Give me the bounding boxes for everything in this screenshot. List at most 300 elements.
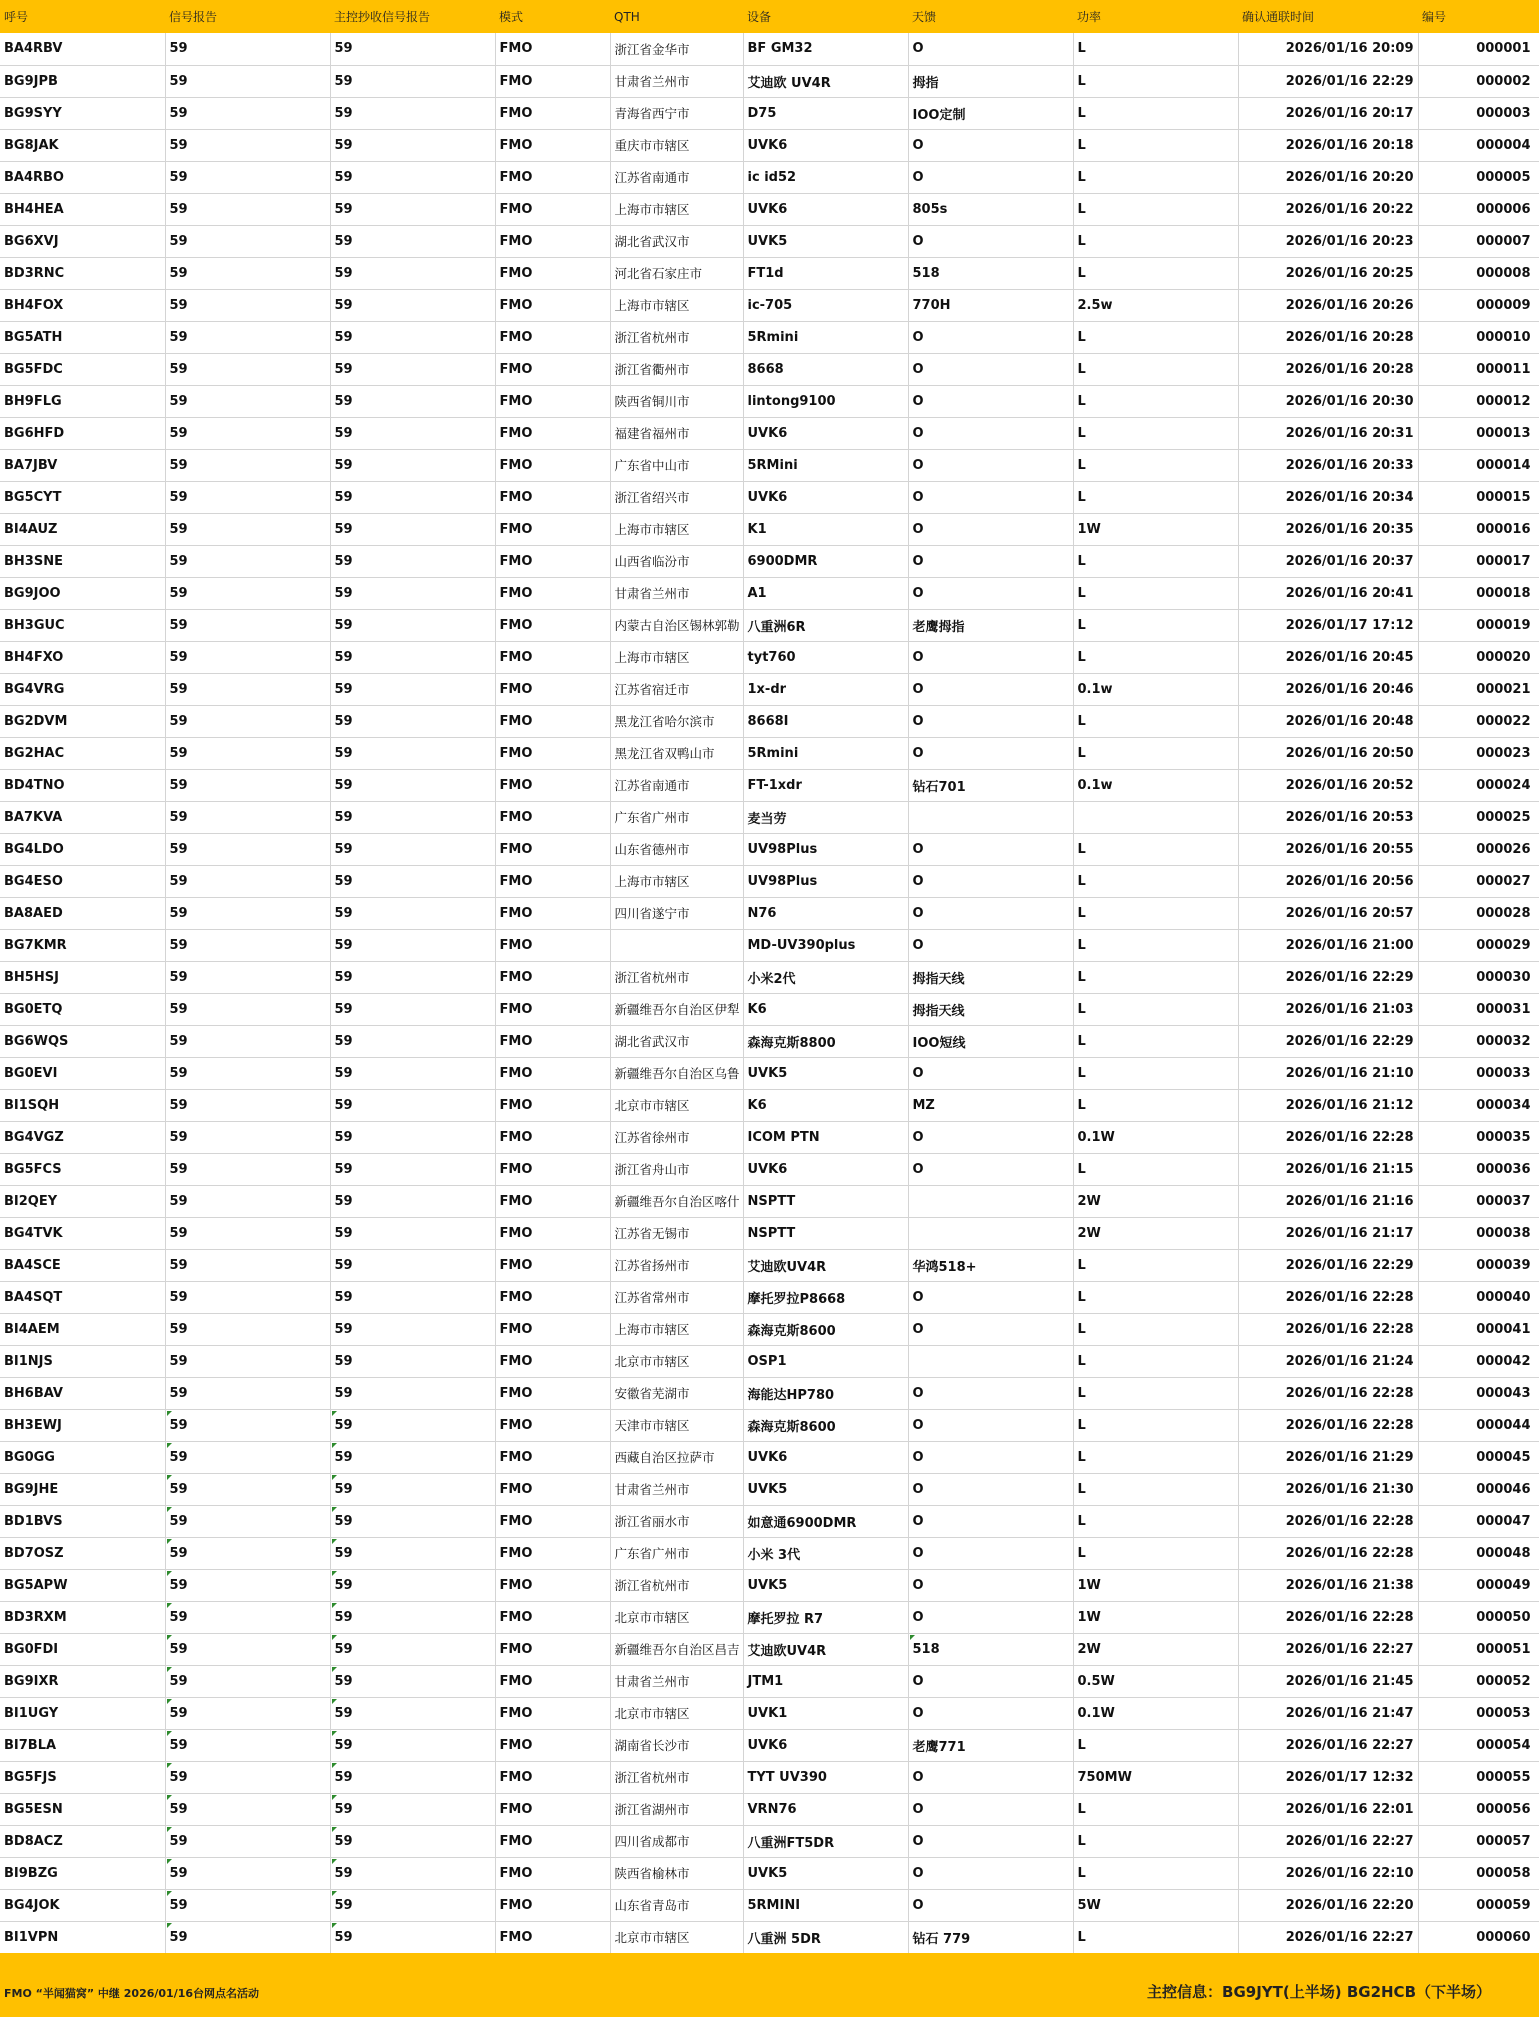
cell-equipment[interactable]: NSPTT	[743, 1185, 908, 1217]
cell-qth[interactable]: 浙江省舟山市	[610, 1153, 743, 1185]
cell-number[interactable]: 000059	[1418, 1889, 1539, 1921]
cell-number[interactable]: 000015	[1418, 481, 1539, 513]
cell-antenna[interactable]: O	[908, 33, 1073, 65]
cell-mode[interactable]: FMO	[495, 1185, 610, 1217]
cell-callsign[interactable]: BG5APW	[0, 1569, 165, 1601]
cell-callsign[interactable]: BG5ESN	[0, 1793, 165, 1825]
cell-control-report[interactable]: 59	[330, 705, 495, 737]
cell-antenna[interactable]: O	[908, 929, 1073, 961]
cell-mode[interactable]: FMO	[495, 1537, 610, 1569]
cell-antenna[interactable]: O	[908, 1761, 1073, 1793]
cell-confirm-time[interactable]: 2026/01/16 20:28	[1238, 321, 1418, 353]
cell-signal-report[interactable]: 59	[165, 1697, 330, 1729]
cell-number[interactable]: 000018	[1418, 577, 1539, 609]
cell-signal-report[interactable]: 59	[165, 609, 330, 641]
cell-qth[interactable]: 江苏省宿迁市	[610, 673, 743, 705]
cell-qth[interactable]: 上海市市辖区	[610, 1313, 743, 1345]
cell-control-report[interactable]: 59	[330, 129, 495, 161]
cell-qth[interactable]: 新疆维吾尔自治区昌吉	[610, 1633, 743, 1665]
cell-confirm-time[interactable]: 2026/01/16 22:28	[1238, 1537, 1418, 1569]
cell-antenna[interactable]: O	[908, 321, 1073, 353]
cell-power[interactable]: 0.5W	[1073, 1665, 1238, 1697]
cell-control-report[interactable]: 59	[330, 1665, 495, 1697]
cell-qth[interactable]	[610, 929, 743, 961]
cell-qth[interactable]: 黑龙江省双鸭山市	[610, 737, 743, 769]
cell-equipment[interactable]: MD-UV390plus	[743, 929, 908, 961]
cell-number[interactable]: 000050	[1418, 1601, 1539, 1633]
cell-confirm-time[interactable]: 2026/01/16 22:27	[1238, 1825, 1418, 1857]
cell-number[interactable]: 000053	[1418, 1697, 1539, 1729]
cell-control-report[interactable]: 59	[330, 225, 495, 257]
cell-number[interactable]: 000021	[1418, 673, 1539, 705]
cell-qth[interactable]: 上海市市辖区	[610, 289, 743, 321]
cell-number[interactable]: 000019	[1418, 609, 1539, 641]
cell-callsign[interactable]: BI4AUZ	[0, 513, 165, 545]
cell-callsign[interactable]: BG9SYY	[0, 97, 165, 129]
cell-equipment[interactable]: K1	[743, 513, 908, 545]
cell-antenna[interactable]: 老鹰拇指	[908, 609, 1073, 641]
cell-power[interactable]: L	[1073, 929, 1238, 961]
cell-antenna[interactable]: O	[908, 1857, 1073, 1889]
cell-antenna[interactable]: O	[908, 1281, 1073, 1313]
cell-power[interactable]: L	[1073, 577, 1238, 609]
cell-mode[interactable]: FMO	[495, 449, 610, 481]
cell-equipment[interactable]: A1	[743, 577, 908, 609]
cell-signal-report[interactable]: 59	[165, 1761, 330, 1793]
cell-confirm-time[interactable]: 2026/01/16 21:38	[1238, 1569, 1418, 1601]
cell-callsign[interactable]: BH4HEA	[0, 193, 165, 225]
cell-mode[interactable]: FMO	[495, 897, 610, 929]
cell-equipment[interactable]: UVK5	[743, 1569, 908, 1601]
cell-mode[interactable]: FMO	[495, 129, 610, 161]
cell-mode[interactable]: FMO	[495, 1377, 610, 1409]
cell-signal-report[interactable]: 59	[165, 513, 330, 545]
cell-mode[interactable]: FMO	[495, 1729, 610, 1761]
cell-mode[interactable]: FMO	[495, 257, 610, 289]
cell-control-report[interactable]: 59	[330, 1473, 495, 1505]
cell-antenna[interactable]: O	[908, 449, 1073, 481]
cell-qth[interactable]: 北京市市辖区	[610, 1697, 743, 1729]
cell-mode[interactable]: FMO	[495, 1665, 610, 1697]
cell-control-report[interactable]: 59	[330, 1505, 495, 1537]
cell-callsign[interactable]: BI2QEY	[0, 1185, 165, 1217]
cell-number[interactable]: 000040	[1418, 1281, 1539, 1313]
cell-callsign[interactable]: BG2HAC	[0, 737, 165, 769]
cell-callsign[interactable]: BG9JPB	[0, 65, 165, 97]
cell-power[interactable]: 0.1W	[1073, 1697, 1238, 1729]
cell-confirm-time[interactable]: 2026/01/16 21:16	[1238, 1185, 1418, 1217]
cell-callsign[interactable]: BG5FCS	[0, 1153, 165, 1185]
cell-control-report[interactable]: 59	[330, 897, 495, 929]
cell-callsign[interactable]: BG9JOO	[0, 577, 165, 609]
cell-mode[interactable]: FMO	[495, 737, 610, 769]
cell-mode[interactable]: FMO	[495, 321, 610, 353]
cell-signal-report[interactable]: 59	[165, 1441, 330, 1473]
cell-confirm-time[interactable]: 2026/01/16 22:01	[1238, 1793, 1418, 1825]
cell-number[interactable]: 000032	[1418, 1025, 1539, 1057]
cell-control-report[interactable]: 59	[330, 1185, 495, 1217]
cell-confirm-time[interactable]: 2026/01/16 22:28	[1238, 1121, 1418, 1153]
cell-callsign[interactable]: BI4AEM	[0, 1313, 165, 1345]
cell-mode[interactable]: FMO	[495, 289, 610, 321]
cell-equipment[interactable]: 海能达HP780	[743, 1377, 908, 1409]
cell-control-report[interactable]: 59	[330, 1761, 495, 1793]
cell-power[interactable]: L	[1073, 225, 1238, 257]
cell-number[interactable]: 000046	[1418, 1473, 1539, 1505]
cell-power[interactable]: L	[1073, 1537, 1238, 1569]
cell-antenna[interactable]: O	[908, 1569, 1073, 1601]
cell-mode[interactable]: FMO	[495, 1761, 610, 1793]
cell-equipment[interactable]: 森海克斯8600	[743, 1313, 908, 1345]
cell-mode[interactable]: FMO	[495, 1505, 610, 1537]
cell-antenna[interactable]: O	[908, 417, 1073, 449]
cell-qth[interactable]: 甘肃省兰州市	[610, 1665, 743, 1697]
cell-callsign[interactable]: BD8ACZ	[0, 1825, 165, 1857]
cell-equipment[interactable]: UVK6	[743, 417, 908, 449]
cell-mode[interactable]: FMO	[495, 1921, 610, 1953]
cell-mode[interactable]: FMO	[495, 97, 610, 129]
cell-antenna[interactable]: O	[908, 161, 1073, 193]
cell-qth[interactable]: 江苏省徐州市	[610, 1121, 743, 1153]
cell-callsign[interactable]: BD3RXM	[0, 1601, 165, 1633]
cell-antenna[interactable]: O	[908, 1377, 1073, 1409]
cell-qth[interactable]: 甘肃省兰州市	[610, 577, 743, 609]
cell-control-report[interactable]: 59	[330, 609, 495, 641]
cell-qth[interactable]: 江苏省扬州市	[610, 1249, 743, 1281]
cell-power[interactable]: 2W	[1073, 1185, 1238, 1217]
cell-control-report[interactable]: 59	[330, 481, 495, 513]
cell-power[interactable]: L	[1073, 1345, 1238, 1377]
cell-mode[interactable]: FMO	[495, 417, 610, 449]
cell-qth[interactable]: 甘肃省兰州市	[610, 1473, 743, 1505]
cell-control-report[interactable]: 59	[330, 1057, 495, 1089]
cell-antenna[interactable]: 770H	[908, 289, 1073, 321]
cell-confirm-time[interactable]: 2026/01/17 12:32	[1238, 1761, 1418, 1793]
cell-antenna[interactable]: 518	[908, 257, 1073, 289]
cell-equipment[interactable]: 八重洲 5DR	[743, 1921, 908, 1953]
cell-confirm-time[interactable]: 2026/01/16 20:25	[1238, 257, 1418, 289]
cell-power[interactable]: 2.5w	[1073, 289, 1238, 321]
cell-power[interactable]: L	[1073, 417, 1238, 449]
cell-power[interactable]: L	[1073, 865, 1238, 897]
cell-equipment[interactable]: N76	[743, 897, 908, 929]
cell-antenna[interactable]: O	[908, 1121, 1073, 1153]
cell-qth[interactable]: 浙江省杭州市	[610, 1761, 743, 1793]
cell-callsign[interactable]: BD1BVS	[0, 1505, 165, 1537]
cell-number[interactable]: 000023	[1418, 737, 1539, 769]
cell-confirm-time[interactable]: 2026/01/16 22:29	[1238, 65, 1418, 97]
cell-power[interactable]: L	[1073, 1505, 1238, 1537]
column-header-callsign[interactable]: 呼号	[4, 10, 29, 24]
cell-power[interactable]: L	[1073, 1089, 1238, 1121]
cell-mode[interactable]: FMO	[495, 1089, 610, 1121]
cell-signal-report[interactable]: 59	[165, 33, 330, 65]
cell-confirm-time[interactable]: 2026/01/16 21:30	[1238, 1473, 1418, 1505]
cell-callsign[interactable]: BG5FJS	[0, 1761, 165, 1793]
cell-confirm-time[interactable]: 2026/01/16 20:55	[1238, 833, 1418, 865]
cell-control-report[interactable]: 59	[330, 1697, 495, 1729]
cell-control-report[interactable]: 59	[330, 353, 495, 385]
cell-antenna[interactable]: 老鹰771	[908, 1729, 1073, 1761]
cell-control-report[interactable]: 59	[330, 961, 495, 993]
cell-power[interactable]: L	[1073, 1249, 1238, 1281]
cell-mode[interactable]: FMO	[495, 513, 610, 545]
cell-qth[interactable]: 山东省德州市	[610, 833, 743, 865]
cell-confirm-time[interactable]: 2026/01/16 20:45	[1238, 641, 1418, 673]
cell-equipment[interactable]: UVK6	[743, 481, 908, 513]
cell-antenna[interactable]: 518	[908, 1633, 1073, 1665]
cell-callsign[interactable]: BG9JHE	[0, 1473, 165, 1505]
cell-antenna[interactable]: O	[908, 1473, 1073, 1505]
cell-qth[interactable]: 湖北省武汉市	[610, 1025, 743, 1057]
cell-power[interactable]: L	[1073, 1921, 1238, 1953]
cell-qth[interactable]: 福建省福州市	[610, 417, 743, 449]
cell-qth[interactable]: 山西省临汾市	[610, 545, 743, 577]
cell-equipment[interactable]: 5Rmini	[743, 737, 908, 769]
cell-power[interactable]: L	[1073, 609, 1238, 641]
cell-mode[interactable]: FMO	[495, 1857, 610, 1889]
cell-control-report[interactable]: 59	[330, 1313, 495, 1345]
cell-control-report[interactable]: 59	[330, 1025, 495, 1057]
cell-equipment[interactable]: BF GM32	[743, 33, 908, 65]
cell-mode[interactable]: FMO	[495, 1121, 610, 1153]
cell-confirm-time[interactable]: 2026/01/16 20:50	[1238, 737, 1418, 769]
cell-mode[interactable]: FMO	[495, 1633, 610, 1665]
cell-number[interactable]: 000034	[1418, 1089, 1539, 1121]
cell-power[interactable]: L	[1073, 257, 1238, 289]
cell-antenna[interactable]: O	[908, 865, 1073, 897]
cell-signal-report[interactable]: 59	[165, 1057, 330, 1089]
cell-signal-report[interactable]: 59	[165, 1857, 330, 1889]
cell-number[interactable]: 000038	[1418, 1217, 1539, 1249]
cell-signal-report[interactable]: 59	[165, 833, 330, 865]
cell-equipment[interactable]: 5RMINI	[743, 1889, 908, 1921]
cell-antenna[interactable]: O	[908, 1441, 1073, 1473]
cell-number[interactable]: 000007	[1418, 225, 1539, 257]
cell-qth[interactable]: 安徽省芜湖市	[610, 1377, 743, 1409]
cell-control-report[interactable]: 59	[330, 385, 495, 417]
cell-control-report[interactable]: 59	[330, 1281, 495, 1313]
cell-callsign[interactable]: BA8AED	[0, 897, 165, 929]
cell-number[interactable]: 000008	[1418, 257, 1539, 289]
cell-antenna[interactable]	[908, 801, 1073, 833]
cell-mode[interactable]: FMO	[495, 353, 610, 385]
cell-mode[interactable]: FMO	[495, 1345, 610, 1377]
cell-signal-report[interactable]: 59	[165, 865, 330, 897]
cell-power[interactable]: L	[1073, 161, 1238, 193]
cell-control-report[interactable]: 59	[330, 801, 495, 833]
cell-callsign[interactable]: BH3SNE	[0, 545, 165, 577]
cell-signal-report[interactable]: 59	[165, 481, 330, 513]
cell-mode[interactable]: FMO	[495, 1249, 610, 1281]
cell-number[interactable]: 000029	[1418, 929, 1539, 961]
cell-control-report[interactable]: 59	[330, 1633, 495, 1665]
cell-number[interactable]: 000042	[1418, 1345, 1539, 1377]
cell-qth[interactable]: 浙江省金华市	[610, 33, 743, 65]
cell-qth[interactable]: 内蒙古自治区锡林郭勒	[610, 609, 743, 641]
cell-confirm-time[interactable]: 2026/01/16 21:17	[1238, 1217, 1418, 1249]
cell-callsign[interactable]: BI7BLA	[0, 1729, 165, 1761]
cell-signal-report[interactable]: 59	[165, 1473, 330, 1505]
cell-power[interactable]: L	[1073, 1281, 1238, 1313]
cell-signal-report[interactable]: 59	[165, 577, 330, 609]
cell-qth[interactable]: 北京市市辖区	[610, 1345, 743, 1377]
cell-control-report[interactable]: 59	[330, 321, 495, 353]
cell-control-report[interactable]: 59	[330, 1249, 495, 1281]
cell-power[interactable]: L	[1073, 1313, 1238, 1345]
cell-callsign[interactable]: BG6XVJ	[0, 225, 165, 257]
cell-number[interactable]: 000054	[1418, 1729, 1539, 1761]
cell-antenna[interactable]	[908, 1217, 1073, 1249]
cell-equipment[interactable]: 小米 3代	[743, 1537, 908, 1569]
cell-power[interactable]: 1W	[1073, 513, 1238, 545]
cell-signal-report[interactable]: 59	[165, 1505, 330, 1537]
cell-callsign[interactable]: BG6WQS	[0, 1025, 165, 1057]
cell-equipment[interactable]: 6900DMR	[743, 545, 908, 577]
cell-power[interactable]: 2W	[1073, 1217, 1238, 1249]
cell-mode[interactable]: FMO	[495, 1473, 610, 1505]
cell-number[interactable]: 000048	[1418, 1537, 1539, 1569]
cell-callsign[interactable]: BG6HFD	[0, 417, 165, 449]
cell-callsign[interactable]: BI1SQH	[0, 1089, 165, 1121]
cell-number[interactable]: 000031	[1418, 993, 1539, 1025]
cell-equipment[interactable]: VRN76	[743, 1793, 908, 1825]
cell-equipment[interactable]: lintong9100	[743, 385, 908, 417]
cell-equipment[interactable]: FT-1xdr	[743, 769, 908, 801]
cell-antenna[interactable]: O	[908, 1057, 1073, 1089]
cell-callsign[interactable]: BG0FDI	[0, 1633, 165, 1665]
cell-callsign[interactable]: BA7KVA	[0, 801, 165, 833]
cell-power[interactable]: L	[1073, 129, 1238, 161]
cell-mode[interactable]: FMO	[495, 1569, 610, 1601]
cell-callsign[interactable]: BI1VPN	[0, 1921, 165, 1953]
cell-callsign[interactable]: BG8JAK	[0, 129, 165, 161]
cell-qth[interactable]: 上海市市辖区	[610, 641, 743, 673]
cell-equipment[interactable]: 5RMini	[743, 449, 908, 481]
cell-antenna[interactable]: O	[908, 1889, 1073, 1921]
cell-qth[interactable]: 天津市市辖区	[610, 1409, 743, 1441]
column-header-confirm-time[interactable]: 确认通联时间	[1242, 10, 1315, 24]
cell-confirm-time[interactable]: 2026/01/16 20:41	[1238, 577, 1418, 609]
cell-confirm-time[interactable]: 2026/01/16 21:10	[1238, 1057, 1418, 1089]
cell-power[interactable]: L	[1073, 353, 1238, 385]
cell-signal-report[interactable]: 59	[165, 1121, 330, 1153]
cell-number[interactable]: 000012	[1418, 385, 1539, 417]
cell-signal-report[interactable]: 59	[165, 897, 330, 929]
cell-number[interactable]: 000056	[1418, 1793, 1539, 1825]
cell-qth[interactable]: 浙江省丽水市	[610, 1505, 743, 1537]
column-header-qth[interactable]: QTH	[614, 9, 640, 24]
cell-signal-report[interactable]: 59	[165, 225, 330, 257]
cell-control-report[interactable]: 59	[330, 1153, 495, 1185]
cell-qth[interactable]: 西藏自治区拉萨市	[610, 1441, 743, 1473]
cell-number[interactable]: 000055	[1418, 1761, 1539, 1793]
cell-number[interactable]: 000022	[1418, 705, 1539, 737]
cell-equipment[interactable]: UVK1	[743, 1697, 908, 1729]
cell-control-report[interactable]: 59	[330, 257, 495, 289]
cell-power[interactable]: L	[1073, 1473, 1238, 1505]
cell-mode[interactable]: FMO	[495, 193, 610, 225]
cell-control-report[interactable]: 59	[330, 1857, 495, 1889]
cell-power[interactable]: L	[1073, 1409, 1238, 1441]
cell-control-report[interactable]: 59	[330, 449, 495, 481]
cell-callsign[interactable]: BD3RNC	[0, 257, 165, 289]
cell-confirm-time[interactable]: 2026/01/16 22:27	[1238, 1729, 1418, 1761]
cell-qth[interactable]: 山东省青岛市	[610, 1889, 743, 1921]
cell-callsign[interactable]: BA4SCE	[0, 1249, 165, 1281]
cell-number[interactable]: 000030	[1418, 961, 1539, 993]
cell-control-report[interactable]: 59	[330, 545, 495, 577]
cell-equipment[interactable]: UVK5	[743, 1857, 908, 1889]
cell-signal-report[interactable]: 59	[165, 641, 330, 673]
cell-confirm-time[interactable]: 2026/01/16 22:28	[1238, 1281, 1418, 1313]
cell-confirm-time[interactable]: 2026/01/16 22:20	[1238, 1889, 1418, 1921]
cell-confirm-time[interactable]: 2026/01/16 20:33	[1238, 449, 1418, 481]
cell-antenna[interactable]: O	[908, 1313, 1073, 1345]
cell-equipment[interactable]: UVK6	[743, 1153, 908, 1185]
cell-equipment[interactable]: 艾迪欧 UV4R	[743, 65, 908, 97]
cell-antenna[interactable]: O	[908, 513, 1073, 545]
cell-number[interactable]: 000005	[1418, 161, 1539, 193]
cell-equipment[interactable]: 八重洲6R	[743, 609, 908, 641]
cell-power[interactable]: L	[1073, 1793, 1238, 1825]
cell-number[interactable]: 000026	[1418, 833, 1539, 865]
cell-power[interactable]: L	[1073, 97, 1238, 129]
cell-power[interactable]: L	[1073, 1057, 1238, 1089]
cell-antenna[interactable]: O	[908, 1537, 1073, 1569]
cell-antenna[interactable]: O	[908, 385, 1073, 417]
cell-number[interactable]: 000011	[1418, 353, 1539, 385]
cell-callsign[interactable]: BG2DVM	[0, 705, 165, 737]
cell-equipment[interactable]: 8668	[743, 353, 908, 385]
cell-callsign[interactable]: BG5ATH	[0, 321, 165, 353]
cell-qth[interactable]: 重庆市市辖区	[610, 129, 743, 161]
cell-qth[interactable]: 上海市市辖区	[610, 193, 743, 225]
cell-number[interactable]: 000057	[1418, 1825, 1539, 1857]
cell-control-report[interactable]: 59	[330, 641, 495, 673]
cell-antenna[interactable]: O	[908, 577, 1073, 609]
cell-antenna[interactable]: O	[908, 1665, 1073, 1697]
cell-confirm-time[interactable]: 2026/01/16 22:29	[1238, 1025, 1418, 1057]
cell-power[interactable]: 750MW	[1073, 1761, 1238, 1793]
cell-qth[interactable]: 陕西省榆林市	[610, 1857, 743, 1889]
cell-qth[interactable]: 广东省广州市	[610, 801, 743, 833]
cell-callsign[interactable]: BG4TVK	[0, 1217, 165, 1249]
cell-qth[interactable]: 江苏省南通市	[610, 769, 743, 801]
cell-callsign[interactable]: BH4FXO	[0, 641, 165, 673]
cell-signal-report[interactable]: 59	[165, 1089, 330, 1121]
cell-signal-report[interactable]: 59	[165, 1281, 330, 1313]
cell-confirm-time[interactable]: 2026/01/16 22:28	[1238, 1601, 1418, 1633]
cell-number[interactable]: 000016	[1418, 513, 1539, 545]
cell-power[interactable]: 0.1W	[1073, 1121, 1238, 1153]
cell-signal-report[interactable]: 59	[165, 929, 330, 961]
cell-equipment[interactable]: NSPTT	[743, 1217, 908, 1249]
cell-qth[interactable]: 浙江省绍兴市	[610, 481, 743, 513]
cell-confirm-time[interactable]: 2026/01/16 22:28	[1238, 1313, 1418, 1345]
cell-callsign[interactable]: BH5HSJ	[0, 961, 165, 993]
cell-callsign[interactable]: BG4ESO	[0, 865, 165, 897]
cell-antenna[interactable]: O	[908, 737, 1073, 769]
cell-confirm-time[interactable]: 2026/01/16 22:27	[1238, 1633, 1418, 1665]
cell-number[interactable]: 000010	[1418, 321, 1539, 353]
cell-mode[interactable]: FMO	[495, 1601, 610, 1633]
cell-mode[interactable]: FMO	[495, 225, 610, 257]
cell-number[interactable]: 000033	[1418, 1057, 1539, 1089]
cell-confirm-time[interactable]: 2026/01/16 21:15	[1238, 1153, 1418, 1185]
cell-power[interactable]: L	[1073, 1825, 1238, 1857]
cell-signal-report[interactable]: 59	[165, 257, 330, 289]
